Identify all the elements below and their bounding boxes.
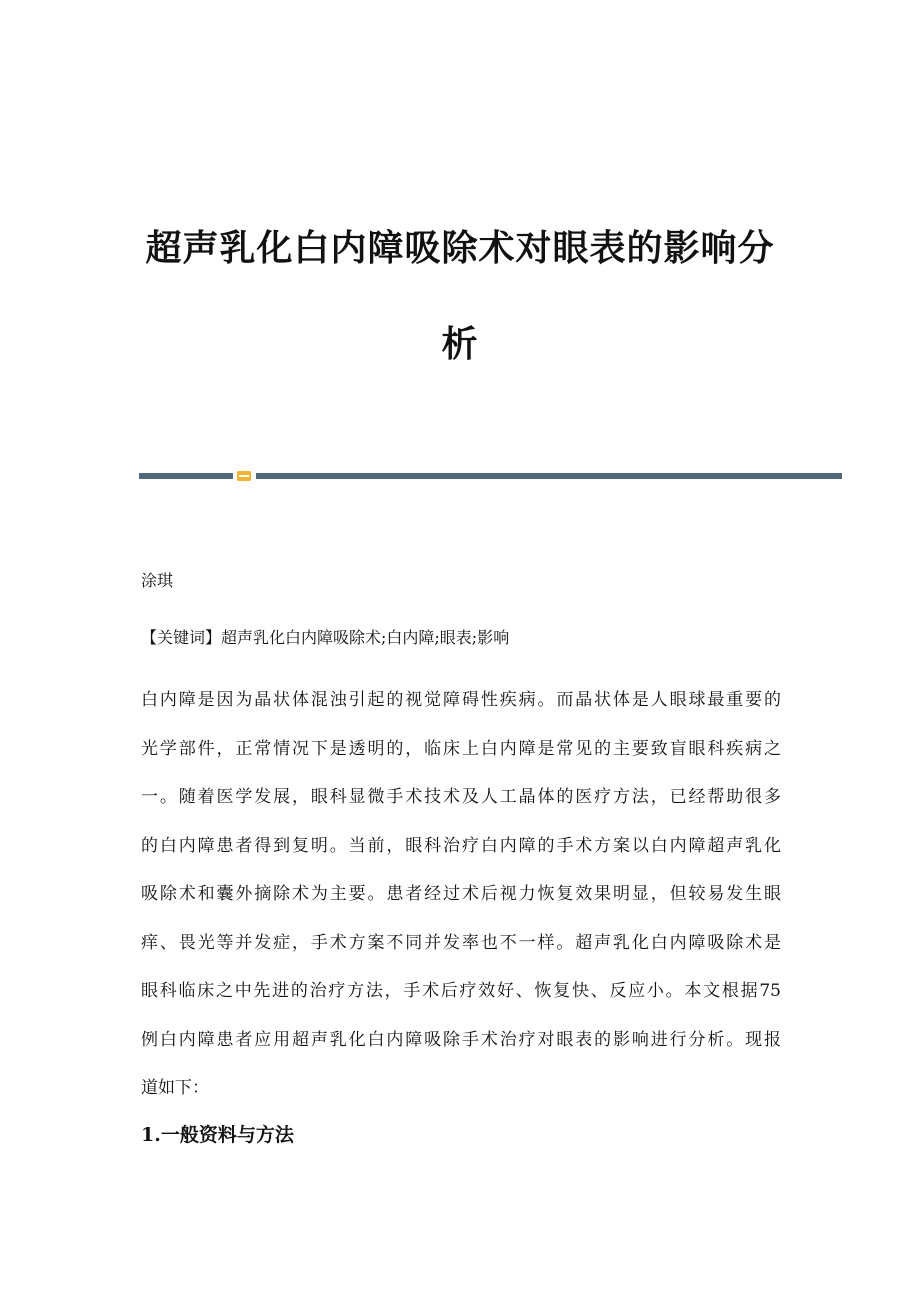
divider-marker-icon	[237, 471, 251, 481]
keywords-list: 超声乳化白内障吸除术;白内障;眼表;影响	[221, 628, 510, 647]
title-divider	[139, 471, 842, 481]
body-line: 吸除术和囊外摘除术为主要。患者经过术后视力恢复效果明显，但较易发生眼	[141, 884, 781, 904]
body-line: 一。随着医学发展，眼科显微手术技术及人工晶体的医疗方法，已经帮助很多	[141, 787, 781, 807]
keywords-line	[141, 625, 509, 648]
keywords-label: 【关键词】	[141, 628, 222, 647]
body-line: 例白内障患者应用超声乳化白内障吸除手术治疗对眼表的影响进行分析。现报	[141, 1029, 781, 1050]
body-line: 的白内障患者得到复明。当前，眼科治疗白内障的手术方案以白内障超声乳化	[141, 835, 781, 856]
body-paragraph	[141, 676, 781, 1113]
body-line: 痒、畏光等并发症，手术方案不同并发率也不一样。超声乳化白内障吸除术是	[141, 932, 781, 953]
document-title-line-1: 超声乳化白内障吸除术对眼表的影响分	[145, 227, 775, 269]
section-heading: 1.一般资料与方法	[141, 1124, 294, 1146]
author-name: 涂琪	[141, 571, 174, 590]
divider-bar-right	[256, 473, 842, 479]
body-line: 眼科临床之中先进的治疗方法，手术后疗效好、恢复快、反应小。本文根据75	[141, 981, 781, 1001]
document-title-line-2: 析	[441, 323, 479, 365]
body-line: 光学部件，正常情况下是透明的，临床上白内障是常见的主要致盲眼科疾病之	[141, 738, 781, 759]
body-line: 白内障是因为晶状体混浊引起的视觉障碍性疾病。而晶状体是人眼球最重要的	[141, 690, 781, 710]
body-line: 道如下：	[141, 1078, 209, 1098]
divider-bar-left	[139, 473, 233, 479]
